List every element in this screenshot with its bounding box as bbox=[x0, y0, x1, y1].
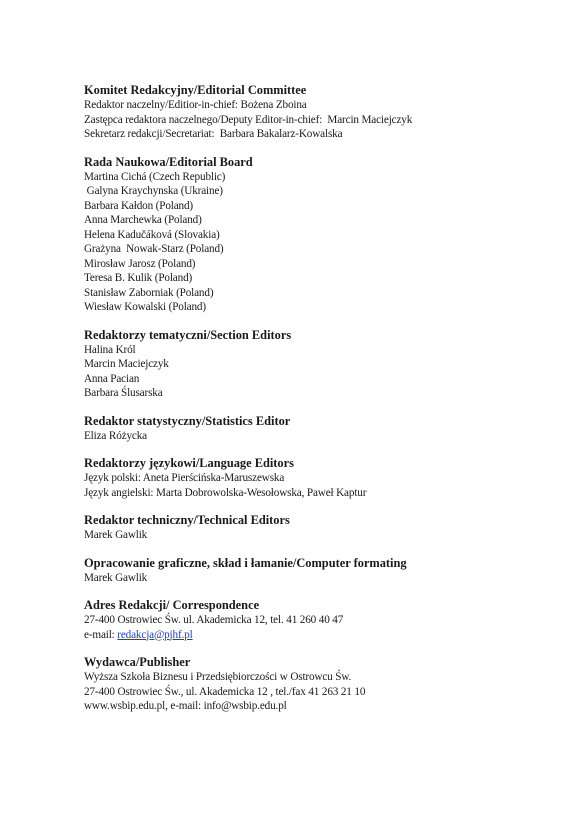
section-line: Grażyna Nowak-Starz (Poland) bbox=[84, 243, 224, 255]
section-technical-editors bbox=[84, 513, 564, 543]
section-line: Mirosław Jarosz (Poland) bbox=[84, 257, 196, 270]
section-line: 27-400 Ostrowiec Św. ul. Akademicka 12, tel. 41 260 40 47 bbox=[84, 614, 344, 626]
section-heading: Opracowanie graficzne, skład i łamanie/Computer formating bbox=[84, 555, 407, 570]
section-line: www.wsbip.edu.pl, e-mail: info@wsbip.edu.pl bbox=[84, 700, 287, 712]
section-heading: Adres Redakcji/ Correspondence bbox=[84, 598, 260, 612]
section-line: Anna Marchewka (Poland) bbox=[84, 214, 202, 226]
section-line: Martina Cichá (Czech Republic) bbox=[84, 170, 226, 183]
section-line: Redaktor naczelny/Editior-in-chief: Bożena Zboina bbox=[84, 99, 307, 111]
section-computer-formating bbox=[84, 556, 564, 586]
email-prefix: e-mail: bbox=[84, 628, 118, 641]
section-line: Wyższa Szkoła Biznesu i Przedsiębiorczości w Ostrowcu Św. bbox=[84, 671, 352, 683]
section-heading: Redaktor statystyczny/Statistics Editor bbox=[84, 413, 291, 428]
section-line: Wiesław Kowalski (Poland) bbox=[84, 301, 206, 313]
section-correspondence bbox=[84, 598, 564, 642]
section-heading: Wydawca/Publisher bbox=[84, 655, 191, 669]
section-line: Sekretarz redakcji/Secretariat: Barbara Bakalarz-Kowalska bbox=[84, 128, 343, 140]
section-language-editors bbox=[84, 456, 564, 500]
section-heading: Redaktorzy językowi/Language Editors bbox=[84, 456, 294, 470]
section-line: Halina Król bbox=[84, 343, 136, 356]
section-line: Helena Kadučáková (Slovakia) bbox=[84, 228, 220, 241]
section-line: Stanisław Zaborniak (Poland) bbox=[84, 286, 214, 299]
section-line: 27-400 Ostrowiec Św., ul. Akademicka 12 , tel./fax 41 263 21 10 bbox=[84, 685, 366, 698]
section-publisher bbox=[84, 655, 564, 714]
section-line: Galyna Kraychynska (Ukraine) bbox=[84, 185, 223, 197]
section-heading: Rada Naukowa/Editorial Board bbox=[84, 154, 253, 169]
section-editorial-board bbox=[84, 155, 564, 315]
email-line bbox=[84, 628, 564, 643]
section-line: Barbara Ślusarska bbox=[84, 387, 163, 399]
section-line: Język polski: Aneta Pierścińska-Maruszewska bbox=[84, 472, 285, 484]
section-line: Barbara Kałdon (Poland) bbox=[84, 199, 194, 212]
section-statistics-editor bbox=[84, 414, 564, 444]
section-section-editors bbox=[84, 328, 564, 401]
section-line: Język angielski: Marta Dobrowolska-Wesołowska, Paweł Kaptur bbox=[84, 486, 367, 499]
section-line: Eliza Różycka bbox=[84, 429, 147, 442]
section-line: Anna Pacian bbox=[84, 372, 140, 385]
section-line: Marek Gawlik bbox=[84, 529, 148, 541]
section-editorial-committee bbox=[84, 83, 564, 142]
section-heading: Redaktorzy tematyczni/Section Editors bbox=[84, 327, 292, 342]
section-line: Marcin Maciejczyk bbox=[84, 358, 169, 370]
section-heading: Komitet Redakcyjny/Editorial Committee bbox=[84, 83, 307, 97]
section-heading: Redaktor techniczny/Technical Editors bbox=[84, 513, 290, 527]
email-link[interactable]: redakcja@pjhf.pl bbox=[117, 628, 193, 641]
editorial-page bbox=[84, 83, 564, 727]
section-line: Marek Gawlik bbox=[84, 571, 148, 584]
section-line: Zastępca redaktora naczelnego/Deputy Editor-in-chief: Marcin Maciejczyk bbox=[84, 113, 413, 126]
section-line: Teresa B. Kulik (Poland) bbox=[84, 272, 193, 284]
